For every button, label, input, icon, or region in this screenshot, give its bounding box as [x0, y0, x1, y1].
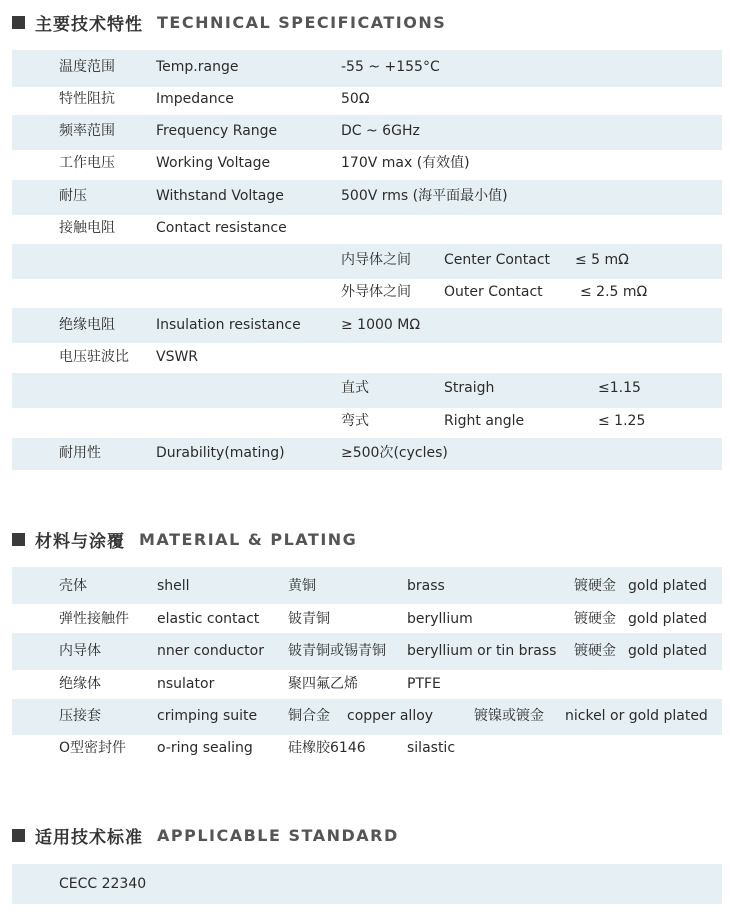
spec-value: ≥ 1000 MΩ — [341, 317, 421, 333]
material-en: silastic — [407, 740, 456, 756]
spec-subrow — [12, 405, 722, 437]
spec-label-cn: 接触电阻 — [59, 220, 115, 236]
spec-sub-label-en: Outer Contact — [444, 284, 543, 300]
material-cn: 黄铜 — [288, 578, 316, 594]
spec-sub-value: ≤ 5 mΩ — [575, 252, 629, 268]
material-row — [12, 732, 722, 764]
spec-label-cn: 电压驻波比 — [59, 349, 129, 365]
material-en: beryllium — [407, 611, 473, 627]
spec-sub-label-en: Straigh — [444, 380, 495, 396]
standard-title-en: APPLICABLE STANDARD — [157, 825, 399, 845]
material-en: PTFE — [407, 676, 441, 692]
part-cn: 壳体 — [59, 578, 87, 594]
plating-en: gold plated — [628, 611, 708, 627]
part-en: nsulator — [157, 676, 215, 692]
spec-row — [12, 147, 722, 179]
spec-value: -55 ~ +155°C — [341, 59, 440, 75]
standard-section-header — [12, 824, 399, 846]
standard-title-cn: 适用技术标准 — [35, 827, 143, 848]
spec-label-cn: 耐用性 — [59, 445, 101, 461]
material-cn: 聚四氟乙烯 — [288, 676, 358, 692]
material-row — [12, 603, 722, 635]
material-cn: 铍青铜或锡青铜 — [288, 643, 386, 659]
spec-label-en: Impedance — [156, 91, 234, 107]
spec-label-cn: 绝缘电阻 — [59, 317, 115, 333]
spec-row — [12, 83, 722, 115]
plating-cn: 镀硬金 — [574, 578, 616, 594]
spec-value: DC ~ 6GHz — [341, 123, 420, 139]
square-bullet-icon — [12, 533, 25, 546]
spec-row — [12, 437, 722, 469]
material-cn: 铜合金 — [288, 708, 330, 724]
spec-subrow — [12, 244, 722, 276]
spec-label-cn: 工作电压 — [59, 155, 115, 171]
material-section-header — [12, 528, 357, 550]
material-en: brass — [407, 578, 445, 594]
spec-value: ≥500次(cycles) — [341, 445, 448, 461]
spec-row — [12, 212, 722, 244]
plating-cn: 镀硬金 — [574, 611, 616, 627]
tech-section-header — [12, 11, 446, 33]
spec-sub-label-cn: 弯式 — [341, 413, 369, 429]
spec-label-cn: 耐压 — [59, 188, 87, 204]
spec-sub-label-cn: 外导体之间 — [341, 284, 411, 300]
spec-value: 500V rms (海平面最小值) — [341, 188, 508, 204]
spec-label-cn: 频率范围 — [59, 123, 115, 139]
spec-label-en: Contact resistance — [156, 220, 287, 236]
tech-title-en: TECHNICAL SPECIFICATIONS — [157, 12, 447, 32]
part-en: nner conductor — [157, 643, 264, 659]
part-cn: 压接套 — [59, 708, 101, 724]
spec-sub-label-en: Center Contact — [444, 252, 551, 268]
spec-row — [12, 341, 722, 373]
part-cn: O型密封件 — [59, 740, 127, 756]
standard-value: CECC 22340 — [59, 876, 147, 892]
spec-sub-value: ≤ 2.5 mΩ — [580, 284, 648, 300]
spec-value: 50Ω — [341, 91, 370, 107]
standard-row — [12, 868, 722, 900]
spec-sub-label-cn: 直式 — [341, 380, 369, 396]
spec-label-en: VSWR — [156, 349, 199, 365]
square-bullet-icon — [12, 16, 25, 29]
spec-label-en: Insulation resistance — [156, 317, 301, 333]
spec-label-cn: 特性阻抗 — [59, 91, 115, 107]
plating-cn: 镀硬金 — [574, 643, 616, 659]
part-cn: 内导体 — [59, 643, 101, 659]
spec-row — [12, 180, 722, 212]
square-bullet-icon — [12, 829, 25, 842]
material-title-cn: 材料与涂覆 — [35, 531, 125, 552]
plating-cn: 镀镍或镀金 — [474, 708, 544, 724]
spec-sub-value: ≤ 1.25 — [598, 413, 646, 429]
spec-subrow — [12, 372, 722, 404]
part-en: shell — [157, 578, 190, 594]
spec-subrow — [12, 276, 722, 308]
plating-en: gold plated — [628, 643, 708, 659]
material-row — [12, 668, 722, 700]
spec-value: 170V max (有效值) — [341, 155, 470, 171]
plating-en: nickel or gold plated — [565, 708, 708, 724]
spec-row — [12, 115, 722, 147]
material-en: copper alloy — [347, 708, 434, 724]
material-row — [12, 635, 722, 667]
plating-en: gold plated — [628, 578, 708, 594]
material-en: beryllium or tin brass — [407, 643, 557, 659]
spec-label-cn: 温度范围 — [59, 59, 115, 75]
spec-label-en: Withstand Voltage — [156, 188, 284, 204]
part-en: o-ring sealing — [157, 740, 253, 756]
part-en: crimping suite — [157, 708, 258, 724]
material-row — [12, 570, 722, 602]
spec-sub-value: ≤1.15 — [598, 380, 641, 396]
spec-label-en: Frequency Range — [156, 123, 278, 139]
part-en: elastic contact — [157, 611, 260, 627]
spec-label-en: Working Voltage — [156, 155, 271, 171]
material-row — [12, 700, 722, 732]
part-cn: 绝缘体 — [59, 676, 101, 692]
spec-row — [12, 309, 722, 341]
spec-sub-label-en: Right angle — [444, 413, 525, 429]
spec-row — [12, 51, 722, 83]
spec-sub-label-cn: 内导体之间 — [341, 252, 411, 268]
material-title-en: MATERIAL & PLATING — [139, 529, 358, 549]
material-cn: 铍青铜 — [288, 611, 330, 627]
material-cn: 硅橡胶6146 — [288, 740, 366, 756]
tech-title-cn: 主要技术特性 — [35, 14, 143, 35]
spec-label-en: Durability(mating) — [156, 445, 285, 461]
spec-label-en: Temp.range — [156, 59, 239, 75]
part-cn: 弹性接触件 — [59, 611, 129, 627]
